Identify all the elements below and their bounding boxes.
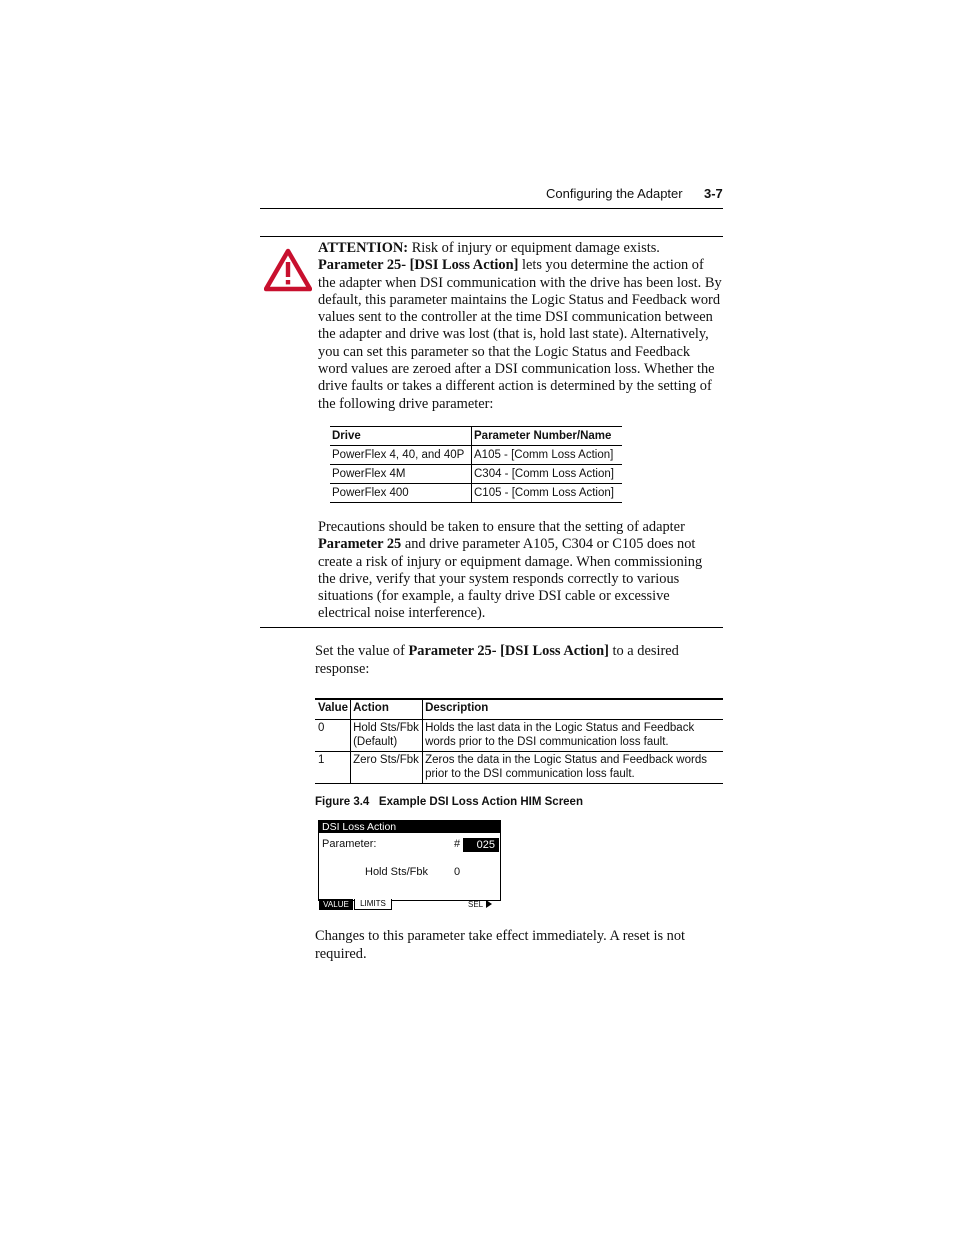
him-sel-softkey (468, 899, 492, 910)
header-divider (260, 208, 723, 209)
him-value-number: 0 (454, 866, 461, 878)
parameter-cell: A105 - [Comm Loss Action] (472, 446, 623, 465)
him-value-softkey: VALUE (319, 899, 353, 910)
attention-parameter-ref: Parameter 25- [DSI Loss Action] (318, 257, 519, 274)
him-title-bar: DSI Loss Action (319, 821, 500, 833)
table-row (330, 484, 622, 503)
column-header-value: Value (315, 699, 351, 720)
action-name: Zero Sts/Fbk (353, 754, 419, 766)
him-softkey-bar (318, 899, 501, 911)
precautions-text-start: Precautions should be taken to ensure that the setting of adapter (318, 519, 685, 535)
attention-label: ATTENTION: (318, 240, 409, 256)
him-screen (318, 820, 501, 901)
set-value-paragraph (315, 642, 715, 678)
him-sel-label: SEL (468, 900, 484, 909)
closing-paragraph: Changes to this parameter take effect immediately. A reset is not required. (315, 928, 686, 962)
action-name: Hold Sts/Fbk (353, 722, 419, 734)
parameter-cell: C105 - [Comm Loss Action] (472, 484, 623, 503)
page-number: 3-7 (704, 186, 723, 201)
warning-triangle-icon (264, 248, 312, 292)
attention-body: lets you determine the action of the adapter when DSI communication with the drive has been lost. By default, this parameter maintains the Logic Status and Feedback word values sent to the controller at the time DSI communication between the adapter and drive was lost (that is, hold last state). Alternatively, you can set this parameter so that the Logic Status and Feedback word values are zeroed after a DSI communication loss. Whether the drive faults or takes a different action is determined by the setting of the following drive parameter: (318, 257, 722, 412)
table-header-row (315, 699, 723, 720)
attention-top-rule (260, 236, 723, 237)
action-note: (Default) (353, 736, 398, 748)
set-value-parameter-ref: Parameter 25- [DSI Loss Action] (408, 643, 609, 659)
drive-cell: PowerFlex 4M (330, 465, 472, 484)
him-value-name: Hold Sts/Fbk (365, 866, 428, 878)
set-value-text-end: to a desired response: (315, 643, 679, 677)
value-action-table (315, 698, 723, 784)
description-cell: Zeros the data in the Logic Status and Feedback words prior to the DSI communication loss fault. (423, 752, 723, 784)
table-row (315, 720, 723, 752)
column-header-parameter: Parameter Number/Name (472, 427, 623, 446)
column-header-drive: Drive (330, 427, 472, 446)
drive-cell: PowerFlex 4, 40, and 40P (330, 446, 472, 465)
column-header-action: Action (351, 699, 423, 720)
action-cell (351, 720, 423, 752)
set-value-text-start: Set the value of (315, 643, 409, 659)
parameter-cell: C304 - [Comm Loss Action] (472, 465, 623, 484)
table-row (315, 752, 723, 784)
value-cell: 0 (315, 720, 351, 752)
drive-cell: PowerFlex 400 (330, 484, 472, 503)
value-cell: 1 (315, 752, 351, 784)
description-cell: Holds the last data in the Logic Status and Feedback words prior to the DSI communication loss fault. (423, 720, 723, 752)
action-cell (351, 752, 423, 784)
attention-bottom-rule (260, 627, 723, 628)
attention-paragraph (318, 240, 722, 413)
table-row (330, 446, 622, 465)
column-header-description: Description (423, 699, 723, 720)
precautions-parameter-ref: Parameter 25 (318, 536, 402, 553)
running-header-title: Configuring the Adapter (546, 186, 683, 201)
precautions-paragraph (318, 519, 722, 623)
him-parameter-number: 025 (463, 838, 499, 852)
table-row (330, 465, 622, 484)
him-hash-symbol: # (454, 838, 461, 850)
him-limits-softkey: LIMITS (354, 899, 392, 910)
figure-caption: Figure 3.4 Example DSI Loss Action HIM Screen (315, 796, 583, 808)
play-arrow-icon (486, 900, 492, 908)
table-header-row (330, 427, 622, 446)
him-parameter-label: Parameter: (322, 838, 377, 850)
precautions-text-end: and drive parameter A105, C304 or C105 does not create a risk of injury or equipment damage. When commissioning the drive, verify that your system responds correctly to various situations (for example, a faulty drive DSI cable or excessive electrical noise interference). (318, 536, 703, 622)
drive-parameter-table (330, 426, 622, 503)
attention-intro: Risk of injury or equipment damage exists. (408, 240, 660, 256)
